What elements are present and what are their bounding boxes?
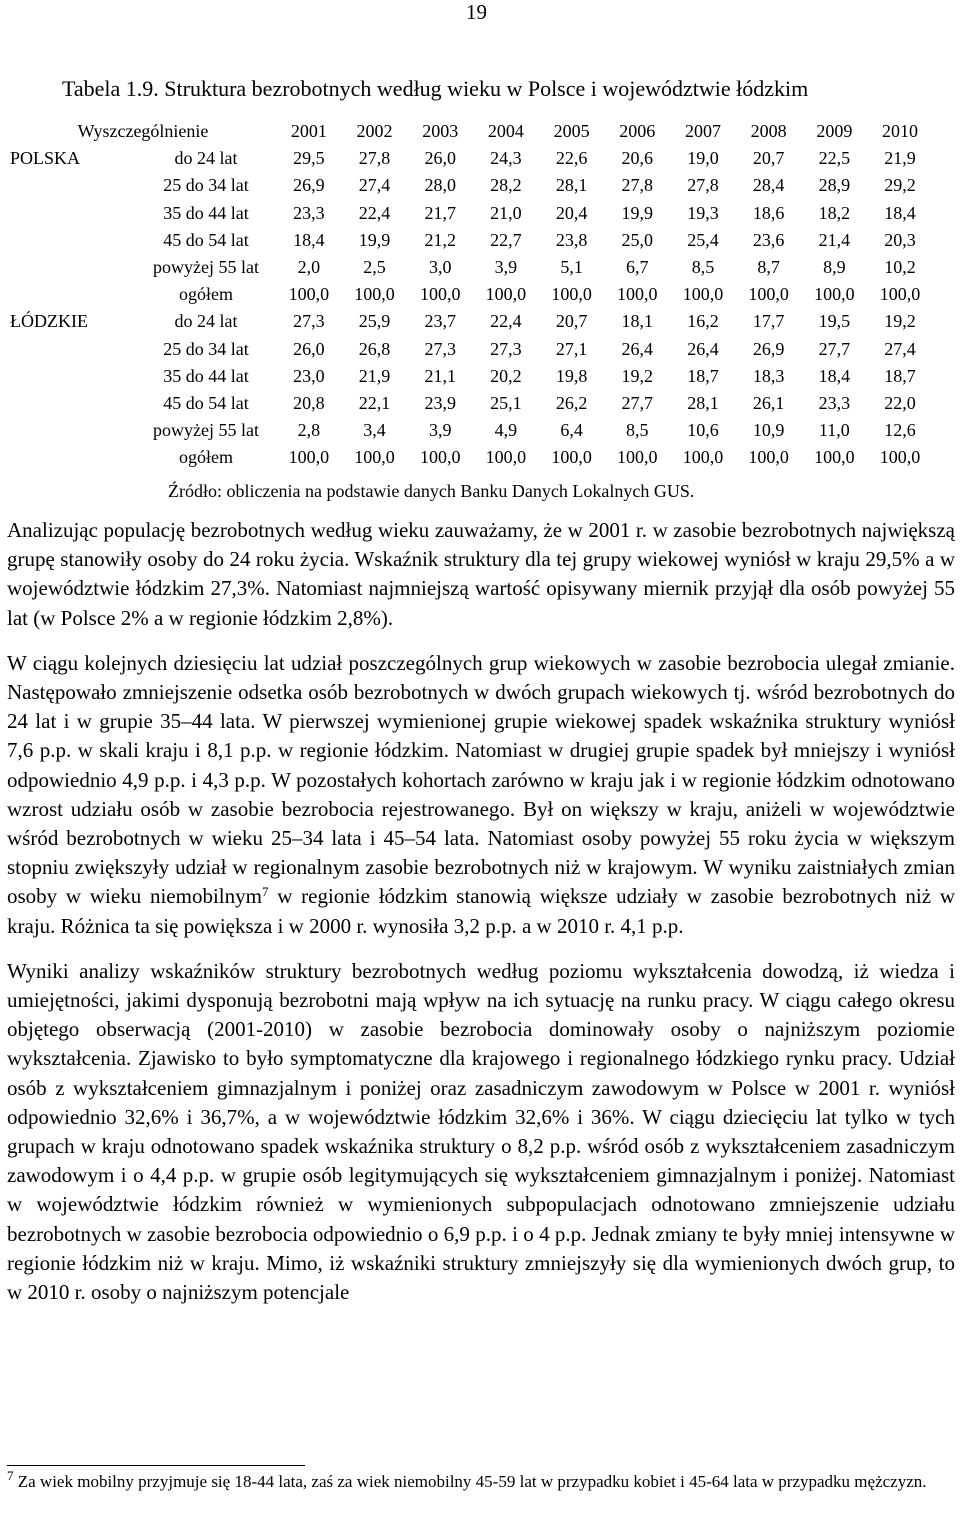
region-cell bbox=[10, 363, 136, 390]
value-cell: 8,5 bbox=[626, 420, 649, 441]
value-cell: 22,1 bbox=[358, 393, 391, 414]
value-cell: 19,9 bbox=[358, 229, 391, 250]
value-cell: 18,4 bbox=[818, 365, 851, 386]
table-header-row bbox=[10, 118, 933, 145]
paragraph: Analizując populację bezrobotnych według wieku zauważamy, że w 2001 r. w zasobie bezrobotnych największą grupę stanowiły osoby do 24 roku życia. Wskaźnik struktury dla tej grupy wiekowej wyniósł w kraju 29,5% a w województwie łódzkim 27,3%. Natomiast najmniejszą wartość opisywany miernik przyjął dla osób powyżej 55 lat (w Polsce 2% a w regionie łódzkim 2,8%). bbox=[7, 518, 955, 630]
value-cell: 22,4 bbox=[358, 202, 391, 223]
value-cell: 100,0 bbox=[748, 284, 789, 305]
value-cell: 28,2 bbox=[490, 175, 522, 196]
value-cell: 22,5 bbox=[818, 148, 851, 169]
value-cell: 100,0 bbox=[617, 284, 658, 305]
value-cell: 27,3 bbox=[490, 338, 522, 359]
value-cell: 18,3 bbox=[752, 365, 785, 386]
value-cell: 18,4 bbox=[293, 229, 325, 250]
value-cell: 29,2 bbox=[884, 175, 916, 196]
value-cell: 19,9 bbox=[621, 202, 654, 223]
value-cell: 10,9 bbox=[752, 420, 785, 441]
value-cell: 3,4 bbox=[363, 420, 386, 441]
value-cell: 27,1 bbox=[555, 338, 588, 359]
value-cell: 100,0 bbox=[814, 284, 855, 305]
value-cell: 26,4 bbox=[687, 338, 719, 359]
value-cell: 19,5 bbox=[818, 311, 851, 332]
value-cell: 27,7 bbox=[621, 393, 654, 414]
value-cell: 18,7 bbox=[884, 365, 916, 386]
value-cell: 28,4 bbox=[752, 175, 785, 196]
value-cell: 100,0 bbox=[288, 284, 330, 305]
value-cell: 22,4 bbox=[490, 311, 522, 332]
table-row bbox=[10, 145, 933, 172]
table-row bbox=[10, 444, 933, 471]
value-cell: 100,0 bbox=[354, 284, 395, 305]
footnote-reference: 7 bbox=[261, 884, 269, 900]
value-cell: 21,0 bbox=[490, 202, 522, 223]
value-cell: 23,9 bbox=[424, 393, 456, 414]
value-cell: 18,2 bbox=[818, 202, 851, 223]
value-cell: 19,0 bbox=[687, 148, 719, 169]
value-cell: 19,8 bbox=[555, 365, 588, 386]
value-cell: 25,0 bbox=[621, 229, 654, 250]
year-header: 2002 bbox=[356, 121, 393, 141]
value-cell: 11,0 bbox=[818, 420, 850, 441]
age-group-cell: 45 do 54 lat bbox=[163, 393, 249, 414]
value-cell: 26,0 bbox=[293, 338, 325, 359]
year-header: 2001 bbox=[290, 121, 327, 141]
value-cell: 19,2 bbox=[621, 365, 654, 386]
value-cell: 8,7 bbox=[757, 257, 780, 278]
main-text bbox=[7, 516, 955, 1323]
table-row bbox=[10, 227, 933, 254]
value-cell: 2,8 bbox=[297, 420, 321, 441]
unemployment-structure-table bbox=[10, 118, 933, 472]
value-cell: 100,0 bbox=[419, 284, 461, 305]
value-cell: 10,2 bbox=[884, 257, 916, 278]
region-cell bbox=[10, 227, 136, 254]
value-cell: 18,4 bbox=[884, 202, 916, 223]
age-group-cell: 35 do 44 lat bbox=[163, 365, 249, 386]
value-cell: 27,3 bbox=[293, 311, 325, 332]
table-row bbox=[10, 281, 933, 308]
year-header: 2005 bbox=[553, 121, 590, 141]
value-cell: 100,0 bbox=[879, 284, 921, 305]
age-group-cell: do 24 lat bbox=[174, 148, 238, 169]
value-cell: 24,3 bbox=[490, 148, 522, 169]
value-cell: 6,4 bbox=[560, 420, 583, 441]
value-cell: 22,0 bbox=[884, 393, 916, 414]
header-label: Wyszczególnienie bbox=[77, 121, 209, 141]
value-cell: 100,0 bbox=[879, 447, 921, 468]
value-cell: 29,5 bbox=[293, 148, 325, 169]
value-cell: 6,7 bbox=[626, 257, 649, 278]
table-caption: Tabela 1.9. Struktura bezrobotnych według wieku w Polsce i województwie łódzkim bbox=[62, 76, 809, 101]
value-cell: 17,7 bbox=[752, 311, 785, 332]
value-cell: 23,8 bbox=[555, 229, 588, 250]
table-source-note: Źródło: obliczenia na podstawie danych Banku Danych Lokalnych GUS. bbox=[168, 481, 695, 501]
value-cell: 8,9 bbox=[823, 257, 846, 278]
value-cell: 2,5 bbox=[363, 257, 386, 278]
year-header: 2007 bbox=[684, 121, 721, 141]
value-cell: 23,6 bbox=[752, 229, 785, 250]
value-cell: 27,4 bbox=[884, 338, 916, 359]
table-row bbox=[10, 200, 933, 227]
value-cell: 18,7 bbox=[687, 365, 719, 386]
value-cell: 27,4 bbox=[358, 175, 391, 196]
value-cell: 26,8 bbox=[358, 338, 391, 359]
value-cell: 27,8 bbox=[621, 175, 654, 196]
value-cell: 10,6 bbox=[687, 420, 719, 441]
paragraph: Wyniki analizy wskaźników struktury bezrobotnych według poziomu wykształcenia dowodzą, iż wiedza i umiejętności, jakimi dysponują bezrobotni mają wpływ na ich sytuację na runku pracy. W ciągu całego okresu objętego obserwacją (2001-2010) w zasobie bezrobocia dominowały osoby o najniższym poziomie wykształcenia. Zjawisko to było symptomatyczne dla krajowego i regionalnego łódzkiego rynku pracy. Udział osób z wykształceniem gimnazjalnym i poniżej oraz zasadniczym zawodowym w Polsce w 2001 r. wyniósł odpowiednio 32,6% i 36,7%, a w województwie łódzkim 32,6% i 36%. W ciągu dziecięciu lat tylko w tych grupach w kraju odnotowano spadek wskaźnika struktury o 8,2 p.p. wśród osób z wykształceniem zasadniczym zawodowym i o 4,4 p.p. w grupie osób legitymujących się wykształceniem gimnazjalnym i poniżej. Natomiast w województwie łódzkim również w wymienionych subpopulacjach odnotowano zmniejszenie udziału bezrobotnych w zasobie bezrobocia odpowiednio o 6,9 p.p. i o 4 p.p. Jednak zmiany te były mniej intensywne w regionie łódzkim niż w kraju. Mimo, iż wskaźniki struktury zmniejszyły się dla wymienionych dwóch grup, to w 2010 r. osoby o najniższym potencjale bbox=[7, 958, 955, 1305]
value-cell: 18,1 bbox=[621, 311, 654, 332]
value-cell: 19,2 bbox=[884, 311, 916, 332]
value-cell: 21,2 bbox=[424, 229, 456, 250]
value-cell: 28,9 bbox=[818, 175, 851, 196]
age-group-cell: powyżej 55 lat bbox=[153, 420, 259, 441]
value-cell: 21,9 bbox=[884, 148, 916, 169]
value-cell: 100,0 bbox=[288, 447, 330, 468]
value-cell: 20,8 bbox=[293, 393, 325, 414]
value-cell: 20,7 bbox=[555, 311, 588, 332]
table-row bbox=[10, 308, 933, 335]
table-body bbox=[10, 145, 933, 471]
value-cell: 19,3 bbox=[687, 202, 719, 223]
value-cell: 3,9 bbox=[494, 257, 518, 278]
value-cell: 21,4 bbox=[818, 229, 851, 250]
region-cell: ŁÓDZKIE bbox=[10, 311, 88, 332]
value-cell: 26,9 bbox=[293, 175, 325, 196]
value-cell: 100,0 bbox=[682, 447, 724, 468]
age-group-cell: 25 do 34 lat bbox=[163, 338, 249, 359]
year-header: 2003 bbox=[422, 121, 459, 141]
table-row bbox=[10, 417, 933, 444]
value-cell: 100,0 bbox=[485, 284, 527, 305]
age-group-cell: powyżej 55 lat bbox=[153, 257, 259, 278]
region-cell bbox=[10, 281, 136, 308]
value-cell: 12,6 bbox=[884, 420, 916, 441]
footnote-mark: 7 bbox=[7, 1468, 14, 1483]
year-header: 2010 bbox=[882, 121, 919, 141]
value-cell: 28,0 bbox=[424, 175, 456, 196]
value-cell: 100,0 bbox=[814, 447, 855, 468]
value-cell: 20,6 bbox=[621, 148, 654, 169]
value-cell: 21,9 bbox=[358, 365, 391, 386]
value-cell: 20,7 bbox=[752, 148, 785, 169]
table-row bbox=[10, 254, 933, 281]
age-group-cell: 35 do 44 lat bbox=[163, 202, 249, 223]
region-cell bbox=[10, 172, 136, 199]
year-header: 2004 bbox=[487, 121, 524, 141]
age-group-cell: do 24 lat bbox=[174, 311, 238, 332]
value-cell: 18,6 bbox=[752, 202, 785, 223]
region-cell bbox=[10, 336, 136, 363]
year-header: 2008 bbox=[750, 121, 787, 141]
value-cell: 26,1 bbox=[752, 393, 785, 414]
paragraph-text: w regionie łódzkim stanowią większe udziały w zasobie bezrobotnych niż w kraju. Różnica ta się powiększa i w 2000 r. wynosiła 3,2 p.p. a w 2010 r. 4,1 p.p. bbox=[7, 884, 955, 938]
age-group-cell: ogółem bbox=[179, 447, 233, 468]
table-row bbox=[10, 172, 933, 199]
region-cell bbox=[10, 444, 136, 471]
value-cell: 23,0 bbox=[293, 365, 325, 386]
value-cell: 28,1 bbox=[555, 175, 588, 196]
value-cell: 2,0 bbox=[297, 257, 321, 278]
value-cell: 28,1 bbox=[687, 393, 719, 414]
value-cell: 100,0 bbox=[551, 284, 592, 305]
value-cell: 21,1 bbox=[424, 365, 456, 386]
footnote-text: Za wiek mobilny przyjmuje się 18-44 lata, zaś za wiek niemobilny 45-59 lat w przypadku kobiet i 45-64 lata w przypadku mężczyzn. bbox=[13, 1472, 927, 1491]
value-cell: 8,5 bbox=[691, 257, 715, 278]
value-cell: 5,1 bbox=[560, 257, 583, 278]
value-cell: 16,2 bbox=[687, 311, 719, 332]
table-row bbox=[10, 363, 933, 390]
paragraph-text: W ciągu kolejnych dziesięciu lat udział poszczególnych grup wiekowych w zasobie bezrobocia ulegał zmianie. Następowało zmniejszenie odsetka osób bezrobotnych w dwóch grupach wiekowych tj. wśród bezrobotnych do 24 lat i w grupie 35–44 lata. W pierwszej wymienionej grupie wiekowej spadek wskaźnika struktury wyniósł 7,6 p.p. w skali kraju i 8,1 p.p. w regionie łódzkim. Natomiast w drugiej grupie spadek był mniejszy i wyniósł odpowiednio 4,9 p.p. i 4,3 p.p. W pozostałych kohortach zarówno w kraju jak i w regionie łódzkim odnotowano wzrost udziału osób w zasobie bezrobocia rejestrowanego. Był on większy w kraju, aniżeli w województwie wśród bezrobotnych w wieku 25–34 lata i 45–54 lata. Natomiast osoby powyżej 55 roku życia w większym stopniu zwiększyły udział w regionalnym zasobie bezrobotnych niż w krajowym. W wyniku zaistniałych zmian osoby w wieku niemobilnym bbox=[7, 650, 955, 909]
value-cell: 100,0 bbox=[617, 447, 658, 468]
value-cell: 23,3 bbox=[293, 202, 325, 223]
page-number: 19 bbox=[466, 0, 487, 24]
region-cell bbox=[10, 254, 136, 281]
value-cell: 27,7 bbox=[818, 338, 851, 359]
value-cell: 100,0 bbox=[748, 447, 789, 468]
table-row bbox=[10, 336, 933, 363]
value-cell: 100,0 bbox=[551, 447, 592, 468]
value-cell: 26,9 bbox=[752, 338, 785, 359]
region-cell bbox=[10, 390, 136, 417]
table-row bbox=[10, 390, 933, 417]
value-cell: 23,7 bbox=[424, 311, 456, 332]
value-cell: 20,4 bbox=[555, 202, 588, 223]
value-cell: 100,0 bbox=[485, 447, 527, 468]
year-header: 2009 bbox=[816, 121, 853, 141]
age-group-cell: 25 do 34 lat bbox=[163, 175, 249, 196]
value-cell: 3,0 bbox=[428, 257, 452, 278]
value-cell: 26,2 bbox=[555, 393, 588, 414]
value-cell: 4,9 bbox=[494, 420, 518, 441]
value-cell: 3,9 bbox=[428, 420, 452, 441]
value-cell: 25,9 bbox=[358, 311, 391, 332]
value-cell: 25,1 bbox=[490, 393, 522, 414]
value-cell: 21,7 bbox=[424, 202, 456, 223]
value-cell: 100,0 bbox=[354, 447, 395, 468]
value-cell: 22,6 bbox=[555, 148, 588, 169]
region-cell bbox=[10, 417, 136, 444]
value-cell: 100,0 bbox=[682, 284, 724, 305]
value-cell: 26,0 bbox=[424, 148, 456, 169]
value-cell: 26,4 bbox=[621, 338, 654, 359]
footnote bbox=[7, 1470, 955, 1494]
value-cell: 27,3 bbox=[424, 338, 456, 359]
value-cell: 100,0 bbox=[419, 447, 461, 468]
value-cell: 22,7 bbox=[490, 229, 522, 250]
paragraph bbox=[7, 649, 955, 941]
value-cell: 23,3 bbox=[818, 393, 851, 414]
year-header: 2006 bbox=[619, 121, 656, 141]
value-cell: 27,8 bbox=[358, 148, 391, 169]
footnote-divider bbox=[7, 1465, 305, 1466]
value-cell: 27,8 bbox=[687, 175, 719, 196]
age-group-cell: ogółem bbox=[179, 284, 233, 305]
value-cell: 20,3 bbox=[884, 229, 916, 250]
value-cell: 25,4 bbox=[687, 229, 719, 250]
value-cell: 20,2 bbox=[490, 365, 522, 386]
region-cell: POLSKA bbox=[10, 148, 81, 169]
age-group-cell: 45 do 54 lat bbox=[163, 229, 249, 250]
region-cell bbox=[10, 200, 136, 227]
